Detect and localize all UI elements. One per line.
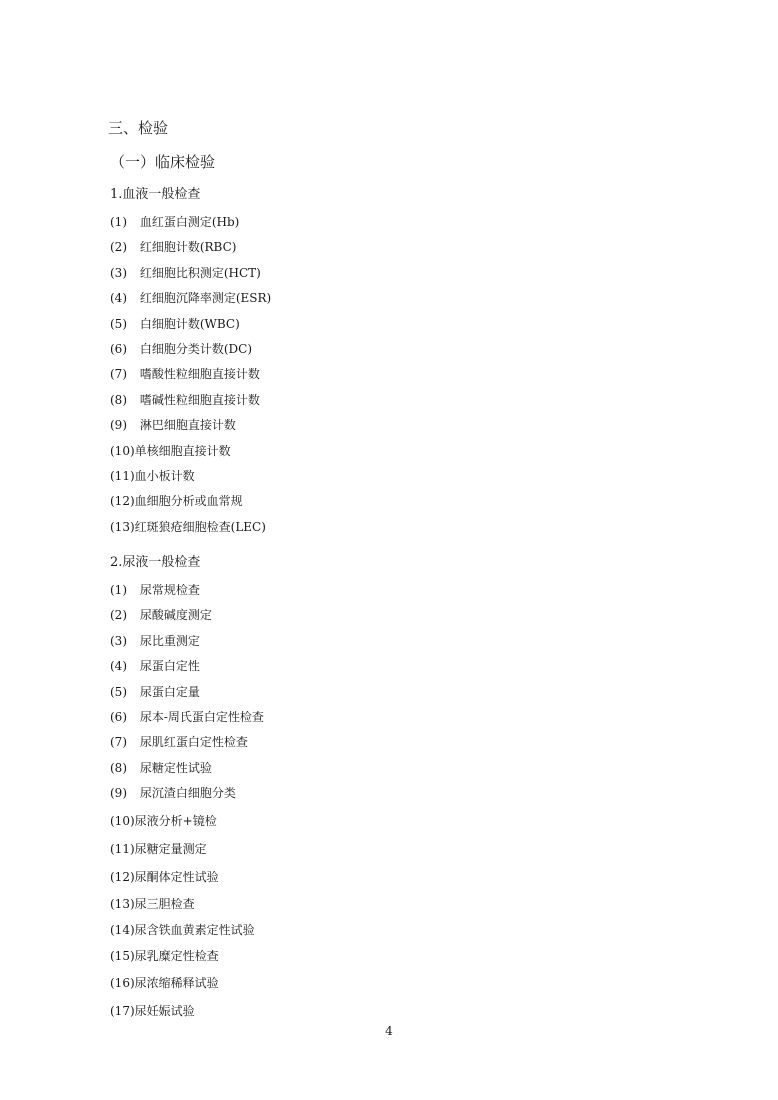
item-number: (17) (110, 1003, 135, 1018)
group-title: 2.尿液一般检查 (110, 555, 201, 570)
item-text: 尿浓缩稀释试验 (134, 975, 219, 990)
section-title: 三、检验 (108, 119, 169, 137)
item-number: (6) (110, 341, 127, 356)
list-item (110, 235, 271, 260)
item-number: (1) (110, 583, 127, 597)
item-text: 尿蛋白定性 (139, 659, 200, 674)
item-text: 血红蛋白测定(Hb) (139, 215, 240, 229)
group-blood (110, 185, 271, 540)
list-item (110, 730, 264, 755)
item-number: (15) (110, 948, 135, 963)
item-text: 血细胞分析或血常规 (134, 494, 243, 509)
item-text: 红细胞计数(RBC) (139, 240, 237, 255)
list-item (110, 943, 264, 969)
list-item (110, 705, 264, 730)
item-text: 尿糖定量测定 (134, 841, 207, 856)
list-item (110, 997, 264, 1025)
item-text: 尿妊娠试验 (134, 1003, 195, 1018)
list-item (110, 286, 271, 311)
list-item (110, 654, 264, 679)
item-text: 尿沉渣白细胞分类 (139, 786, 236, 801)
list-item (110, 337, 271, 362)
page-number: 4 (385, 1024, 393, 1038)
list-item (110, 515, 271, 540)
item-number: (1) (110, 215, 127, 229)
item-number: (11) (110, 841, 135, 856)
item-number: (13) (110, 519, 135, 534)
item-text: 淋巴细胞直接计数 (139, 418, 236, 433)
list-item (110, 807, 264, 835)
item-number: (10) (110, 813, 135, 828)
subsection-title: （一）临床检验 (110, 153, 216, 171)
list-item (110, 781, 264, 806)
item-number: (2) (110, 240, 127, 255)
item-text: 尿糖定性试验 (139, 760, 212, 775)
item-text: 尿常规检查 (139, 583, 200, 597)
item-text: 尿液分析+镜检 (134, 813, 217, 828)
list-item (110, 680, 264, 705)
list-item (110, 261, 271, 286)
item-number: (8) (110, 760, 127, 775)
list-item (110, 835, 264, 863)
item-text: 白细胞分类计数(DC) (139, 341, 252, 356)
list-item (110, 756, 264, 781)
item-text: 红细胞沉降率测定(ESR) (139, 291, 272, 306)
list-item (110, 413, 271, 438)
list-item (110, 362, 271, 387)
list-item (110, 969, 264, 997)
list-item (110, 863, 264, 891)
list-item (110, 603, 264, 628)
item-number: (3) (110, 265, 127, 280)
item-text: 尿蛋白定量 (139, 684, 200, 699)
group-title: 1.血液一般检查 (110, 187, 201, 202)
item-text: 尿乳糜定性检查 (134, 948, 219, 963)
item-text: 红细胞比积测定(HCT) (139, 265, 261, 280)
item-number: (7) (110, 367, 127, 382)
item-text: 单核细胞直接计数 (134, 443, 231, 458)
item-text: 白细胞计数(WBC) (139, 316, 240, 331)
group-urine (110, 553, 264, 1025)
item-text: 尿含铁血黄素定性试验 (134, 922, 255, 937)
item-number: (11) (110, 468, 135, 483)
item-number: (13) (110, 896, 135, 911)
item-number: (4) (110, 291, 127, 306)
item-text: 尿三胆检查 (134, 896, 195, 911)
item-number: (3) (110, 633, 127, 648)
item-number: (9) (110, 786, 127, 801)
item-text: 尿酸碱度测定 (139, 608, 212, 623)
item-text: 尿比重测定 (139, 633, 200, 648)
list-item (110, 918, 264, 943)
item-text: 嗜酸性粒细胞直接计数 (139, 367, 260, 382)
item-number: (5) (110, 316, 127, 331)
item-text: 嗜碱性粒细胞直接计数 (139, 392, 260, 407)
list-item (110, 210, 271, 235)
list-item (110, 464, 271, 489)
list-item (110, 629, 264, 654)
item-text: 尿本-周氏蛋白定性检查 (139, 709, 264, 724)
item-number: (10) (110, 443, 135, 458)
item-number: (12) (110, 869, 135, 884)
item-number: (4) (110, 659, 127, 674)
item-number: (16) (110, 975, 135, 990)
item-text: 红斑狼疮细胞检查(LEC) (134, 519, 266, 534)
item-number: (8) (110, 392, 127, 407)
item-number: (6) (110, 709, 127, 724)
list-item (110, 439, 271, 464)
item-number: (7) (110, 735, 127, 750)
list-item (110, 489, 271, 514)
item-number: (14) (110, 922, 135, 937)
item-number: (5) (110, 684, 127, 699)
item-number: (12) (110, 494, 135, 509)
list-item (110, 578, 264, 603)
item-number: (9) (110, 418, 127, 433)
list-item (110, 891, 264, 918)
item-number: (2) (110, 608, 127, 623)
item-text: 尿酮体定性试验 (134, 869, 219, 884)
item-text: 尿肌红蛋白定性检查 (139, 735, 248, 750)
list-item (110, 312, 271, 337)
list-item (110, 388, 271, 413)
item-text: 血小板计数 (134, 468, 195, 483)
